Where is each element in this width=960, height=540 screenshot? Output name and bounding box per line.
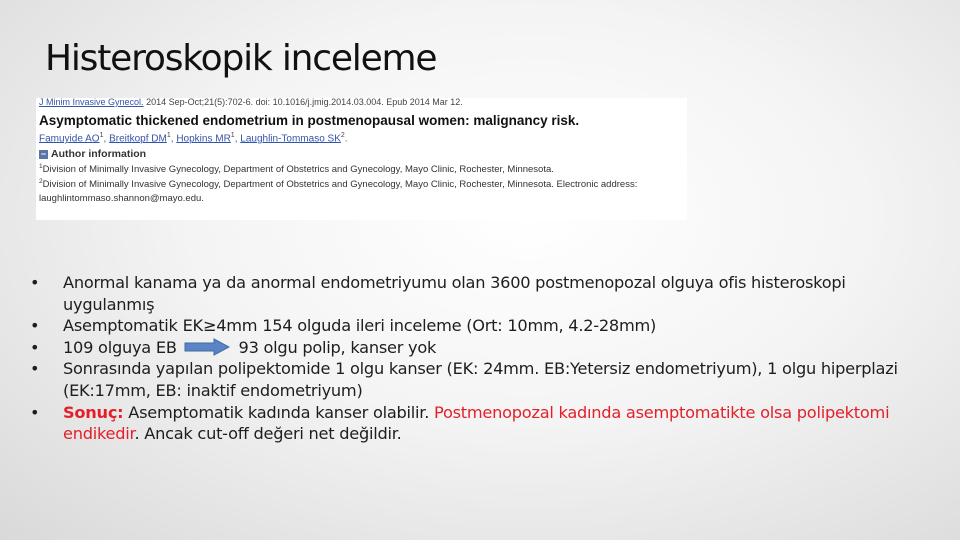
article-clipping (36, 98, 687, 220)
bullet-item (30, 337, 930, 359)
bullet-text: 109 olguya EB (63, 337, 177, 357)
author-link[interactable]: Hopkins MR (176, 133, 231, 145)
affiliation-sup: 2 (39, 178, 43, 186)
right-arrow-icon (184, 338, 230, 356)
bullet-icon: • (30, 316, 40, 336)
bullet-text: Sonrasında yapılan polipektomide 1 olgu kanser (EK: 24mm. EB:Yetersiz endometriyum), 1 olgu hiperplazi (EK:17mm, EB: inaktif endometriyum) (63, 359, 898, 400)
author-information-header[interactable] (39, 148, 687, 160)
bullet-icon: • (30, 273, 40, 292)
author-sup: 1 (230, 132, 235, 139)
bullet-icon: • (30, 359, 40, 379)
author-sup: 1 (166, 132, 171, 139)
author-information-label: Author information (51, 148, 147, 161)
author-email: laughlintommaso.shannon@mayo.edu. (39, 192, 204, 204)
conclusion-text: . Ancak cut-off değeri net değildir. (134, 424, 402, 444)
bullet-text: 93 olgu polip, kanser yok (238, 337, 437, 357)
author-link[interactable]: Laughlin-Tommaso SK (240, 133, 341, 145)
author-list: Famuyide $AO^1$, Breitkopf $DM^1$, Hopkins $MR^1$, Laughlin-Tommaso $SK^2$. (39, 132, 348, 145)
bullet-item (30, 272, 930, 315)
bullet-icon: • (30, 402, 40, 422)
bullet-text: Anormal kanama ya da anormal endometriyumu olan 3600 postmenopozal olguya ofis histeroskopi uygulanmış (63, 273, 846, 314)
conclusion-text: Asemptomatik kadında kanser olabilir. (123, 402, 430, 422)
affiliation-2 (39, 178, 687, 190)
bullet-icon: • (30, 337, 40, 357)
author-link[interactable]: Breitkopf DM (109, 133, 167, 145)
affiliation-1 (39, 163, 687, 175)
bullet-text: Asemptomatik EK≥4mm 154 olguda ileri inceleme (Ort: 10mm, 4.2-28mm) (63, 316, 657, 336)
article-title: Asymptomatic thickened endometrium in postmenopausal women: malignancy risk. (39, 113, 580, 128)
author-sup: 1 (99, 132, 104, 139)
author-link[interactable]: Famuyide AO (39, 133, 100, 145)
affiliation-text: Division of Minimally Invasive Gynecology, Department of Obstetrics and Gynecology, Mayo Clinic, Rochester, Minnesota. Electronic address: (42, 179, 638, 191)
bullet-item (30, 402, 930, 445)
affiliation-text: Division of Minimally Invasive Gynecology, Department of Obstetrics and Gynecology, Mayo Clinic, Rochester, Minnesota. (42, 164, 554, 176)
bullet-item (30, 315, 930, 337)
conclusion-label: Sonuç: (63, 402, 124, 422)
bullet-list (30, 272, 930, 445)
collapse-toggle-icon[interactable]: − (40, 149, 47, 160)
bullet-item (30, 358, 930, 401)
author-sup: 2 (340, 132, 345, 139)
citation-line (39, 98, 687, 107)
citation-details: 2014 Sep-Oct;21(5):702-6. doi: 10.1016/j.jmig.2014.03.004. Epub 2014 Mar 12. (146, 98, 463, 107)
conclusion-highlight: Postmenopozal kadında asemptomatikte olsa polipektomi endikedir (63, 402, 890, 444)
journal-link[interactable]: J Minim Invasive Gynecol. (39, 98, 144, 107)
slide-title: Histeroskopik inceleme (45, 38, 437, 79)
affiliation-sup: 1 (39, 163, 43, 171)
